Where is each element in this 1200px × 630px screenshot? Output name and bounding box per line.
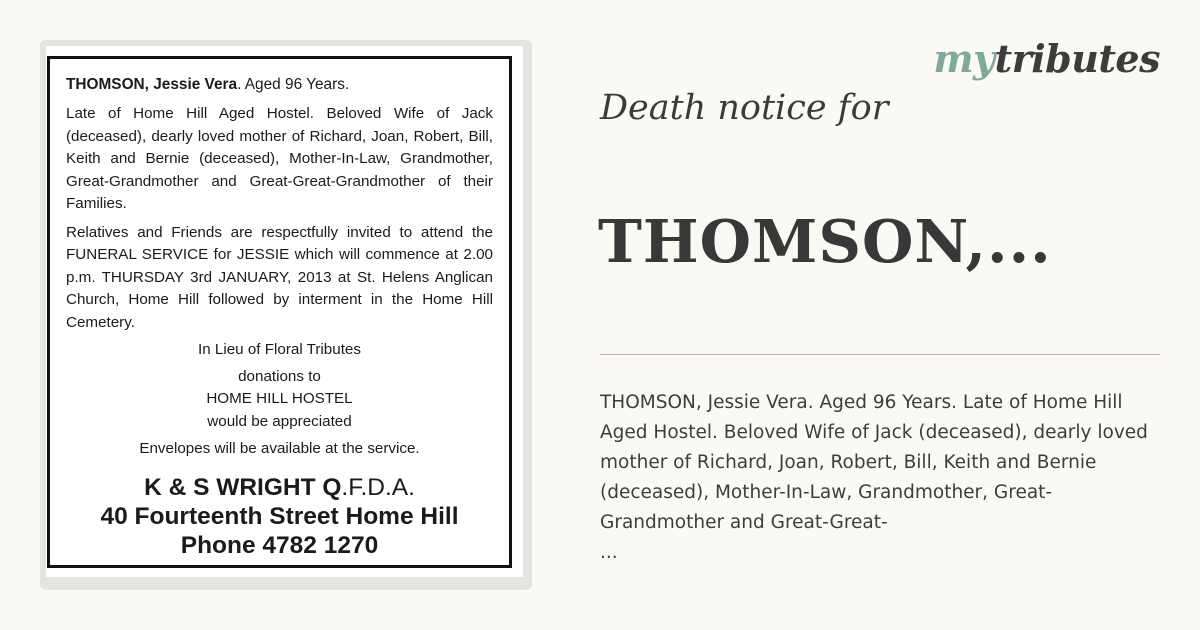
funeral-director-phone: Phone 4782 1270	[180, 531, 379, 559]
notice-excerpt: THOMSON, Jessie Vera. Aged 96 Years. Late of Home Hill Aged Hostel. Beloved Wife of Jack (deceased), dearly loved mother of Richard, Joan, Robert, Bill, Keith and Bernie (deceased), Mother-In-Law, Grandmother, Great-Grandmother and Great-Great- ...	[600, 392, 1148, 563]
funeral-director-address: 40 Fourteenth Street Home Hill	[100, 502, 459, 530]
funeral-director-name-bold: K & S WRIGHT Q	[144, 473, 342, 501]
funeral-director-name-rest: .F.D.A.	[341, 473, 415, 501]
deceased-name-title: THOMSON,...	[598, 207, 1052, 276]
funeral-director-name	[66, 473, 493, 502]
notice-heading	[66, 75, 493, 95]
notice-envelopes-line: Envelopes will be available at the service.	[139, 440, 420, 457]
logo-part-my: my	[933, 36, 995, 81]
notice-donations-line: donations to	[238, 367, 321, 385]
notice-border	[47, 56, 512, 568]
divider	[600, 354, 1160, 355]
notice-appreciated-line: would be appreciated	[207, 412, 352, 430]
notice-name: THOMSON, Jessie Vera	[66, 76, 238, 93]
notice-floral-line: In Lieu of Floral Tributes	[198, 341, 361, 358]
notice-paper	[46, 46, 523, 577]
logo-part-tributes: tributes	[994, 36, 1160, 81]
notice-image-card	[40, 40, 532, 590]
notice-hostel-line: HOME HILL HOSTEL	[206, 390, 353, 407]
mytributes-logo[interactable]	[933, 36, 1160, 81]
page-subtitle: Death notice for	[600, 88, 889, 128]
notice-age: . Aged 96 Years.	[237, 76, 350, 93]
notice-paragraph-family: Late of Home Hill Aged Hostel. Beloved Wife of Jack (deceased), dearly loved mother of Richard, Joan, Robert, Bill, Keith and Bernie (deceased), Mother-In-Law, Grandmother, Great-Grandmother and Great-Great-Grandmother of their Families.	[66, 105, 493, 212]
notice-paragraph-funeral: Relatives and Friends are respectfully invited to attend the FUNERAL SERVICE for JESSIE which will commence at 2.00 p.m. THURSDAY 3rd JANUARY, 2013 at St. Helens Anglican Church, Home Hill followed by interment in the Home Hill Cemetery.	[66, 223, 493, 331]
